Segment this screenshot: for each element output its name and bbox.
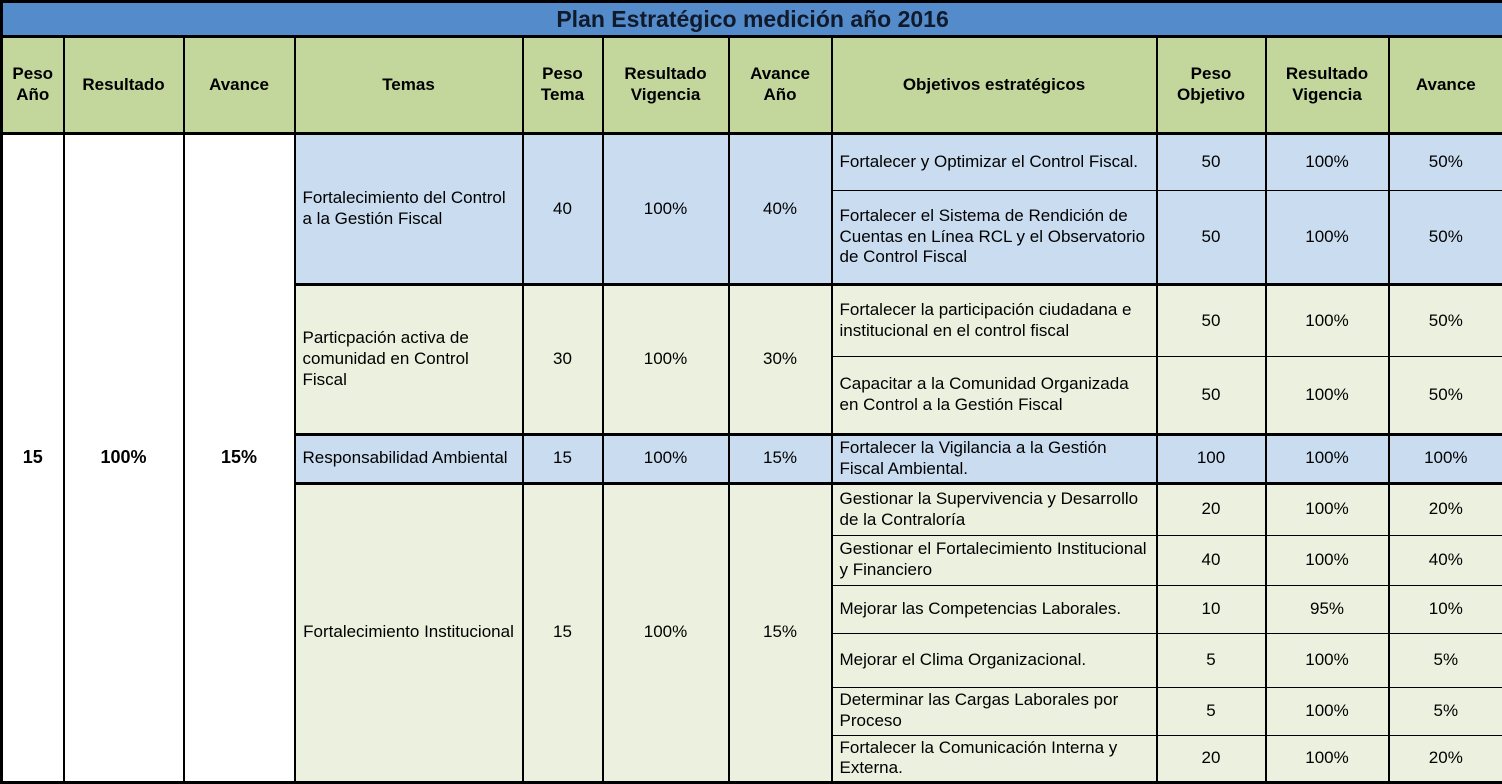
- cell-tema-4-nombre: Fortalecimiento Institucional: [295, 483, 523, 782]
- cell-objetivo-6-resultado: 100%: [1266, 483, 1389, 535]
- cell-objetivo-9-peso: 5: [1157, 633, 1266, 687]
- cell-objetivo-2-resultado: 100%: [1266, 191, 1389, 285]
- cell-objetivo-8-avance: 10%: [1389, 585, 1502, 633]
- cell-tema-4-avance: 15%: [729, 483, 832, 782]
- cell-tema-1-peso: 40: [523, 134, 603, 285]
- cell-objetivo-10-avance: 5%: [1389, 687, 1502, 735]
- cell-objetivo-1-nombre: Fortalecer y Optimizar el Control Fiscal.: [832, 134, 1157, 191]
- cell-objetivo-9-avance: 5%: [1389, 633, 1502, 687]
- cell-objetivo-8-peso: 10: [1157, 585, 1266, 633]
- cell-tema-3-resultado: 100%: [603, 435, 729, 483]
- cell-tema-2-peso: 30: [523, 285, 603, 435]
- cell-objetivo-7-nombre: Gestionar el Fortalecimiento Institucional y Financiero: [832, 535, 1157, 585]
- cell-objetivo-2-nombre: Fortalecer el Sistema de Rendición de Cuentas en Línea RCL y el Observatorio de Control Fiscal: [832, 191, 1157, 285]
- cell-objetivo-1-resultado: 100%: [1266, 134, 1389, 191]
- cell-objetivo-2-peso: 50: [1157, 191, 1266, 285]
- cell-tema-4-peso: 15: [523, 483, 603, 782]
- cell-objetivo-3-peso: 50: [1157, 285, 1266, 357]
- cell-objetivo-6-avance: 20%: [1389, 483, 1502, 535]
- cell-objetivo-4-avance: 50%: [1389, 357, 1502, 435]
- header-peso-objetivo: Peso Objetivo: [1157, 37, 1266, 134]
- cell-objetivo-5-peso: 100: [1157, 435, 1266, 483]
- cell-objetivo-10-peso: 5: [1157, 687, 1266, 735]
- cell-objetivo-1-avance: 50%: [1389, 134, 1502, 191]
- cell-objetivo-5-avance: 100%: [1389, 435, 1502, 483]
- header-avance-objetivo: Avance: [1389, 37, 1502, 134]
- cell-objetivo-11-avance: 20%: [1389, 735, 1502, 782]
- cell-objetivo-7-peso: 40: [1157, 535, 1266, 585]
- cell-objetivo-4-peso: 50: [1157, 357, 1266, 435]
- cell-objetivo-6-nombre: Gestionar la Supervivencia y Desarrollo de la Contraloría: [832, 483, 1157, 535]
- cell-objetivo-4-nombre: Capacitar a la Comunidad Organizada en Control a la Gestión Fiscal: [832, 357, 1157, 435]
- cell-avance-total: 15%: [184, 134, 295, 783]
- cell-objetivo-7-avance: 40%: [1389, 535, 1502, 585]
- header-peso-tema: Peso Tema: [523, 37, 603, 134]
- header-avance-ano: Avance Año: [729, 37, 832, 134]
- cell-tema-3-peso: 15: [523, 435, 603, 483]
- cell-objetivo-8-nombre: Mejorar las Competencias Laborales.: [832, 585, 1157, 633]
- cell-tema-3-nombre: Responsabilidad Ambiental: [295, 435, 523, 483]
- header-resultado-vigencia: Resultado Vigencia: [603, 37, 729, 134]
- header-temas: Temas: [295, 37, 523, 134]
- cell-objetivo-6-peso: 20: [1157, 483, 1266, 535]
- cell-objetivo-2-avance: 50%: [1389, 191, 1502, 285]
- header-objetivos-estrategicos: Objetivos estratégicos: [832, 37, 1157, 134]
- cell-tema-1-resultado: 100%: [603, 134, 729, 285]
- cell-tema-3-avance: 15%: [729, 435, 832, 483]
- cell-objetivo-4-resultado: 100%: [1266, 357, 1389, 435]
- header-avance: Avance: [184, 37, 295, 134]
- cell-tema-2-avance: 30%: [729, 285, 832, 435]
- cell-objetivo-3-nombre: Fortalecer la participación ciudadana e institucional en el control fiscal: [832, 285, 1157, 357]
- cell-objetivo-3-avance: 50%: [1389, 285, 1502, 357]
- cell-objetivo-5-nombre: Fortalecer la Vigilancia a la Gestión Fiscal Ambiental.: [832, 435, 1157, 483]
- cell-objetivo-5-resultado: 100%: [1266, 435, 1389, 483]
- header-resultado: Resultado: [64, 37, 184, 134]
- cell-objetivo-8-resultado: 95%: [1266, 585, 1389, 633]
- cell-tema-1-avance: 40%: [729, 134, 832, 285]
- cell-objetivo-1-peso: 50: [1157, 134, 1266, 191]
- cell-objetivo-9-resultado: 100%: [1266, 633, 1389, 687]
- cell-objetivo-7-resultado: 100%: [1266, 535, 1389, 585]
- cell-objetivo-9-nombre: Mejorar el Clima Organizacional.: [832, 633, 1157, 687]
- cell-tema-1-nombre: Fortalecimiento del Control a la Gestión Fiscal: [295, 134, 523, 285]
- page-title: Plan Estratégico medición año 2016: [2, 2, 1502, 37]
- cell-peso-ano-total: 15: [2, 134, 64, 783]
- header-resultado-vigencia-objetivo: Resultado Vigencia: [1266, 37, 1389, 134]
- cell-objetivo-3-resultado: 100%: [1266, 285, 1389, 357]
- cell-objetivo-11-peso: 20: [1157, 735, 1266, 782]
- cell-objetivo-10-resultado: 100%: [1266, 687, 1389, 735]
- cell-tema-2-resultado: 100%: [603, 285, 729, 435]
- header-peso-ano: Peso Año: [2, 37, 64, 134]
- cell-objetivo-10-nombre: Determinar las Cargas Laborales por Proceso: [832, 687, 1157, 735]
- cell-resultado-total: 100%: [64, 134, 184, 783]
- cell-objetivo-11-nombre: Fortalecer la Comunicación Interna y Externa.: [832, 735, 1157, 782]
- cell-objetivo-11-resultado: 100%: [1266, 735, 1389, 782]
- cell-tema-4-resultado: 100%: [603, 483, 729, 782]
- cell-tema-2-nombre: Particpación activa de comunidad en Control Fiscal: [295, 285, 523, 435]
